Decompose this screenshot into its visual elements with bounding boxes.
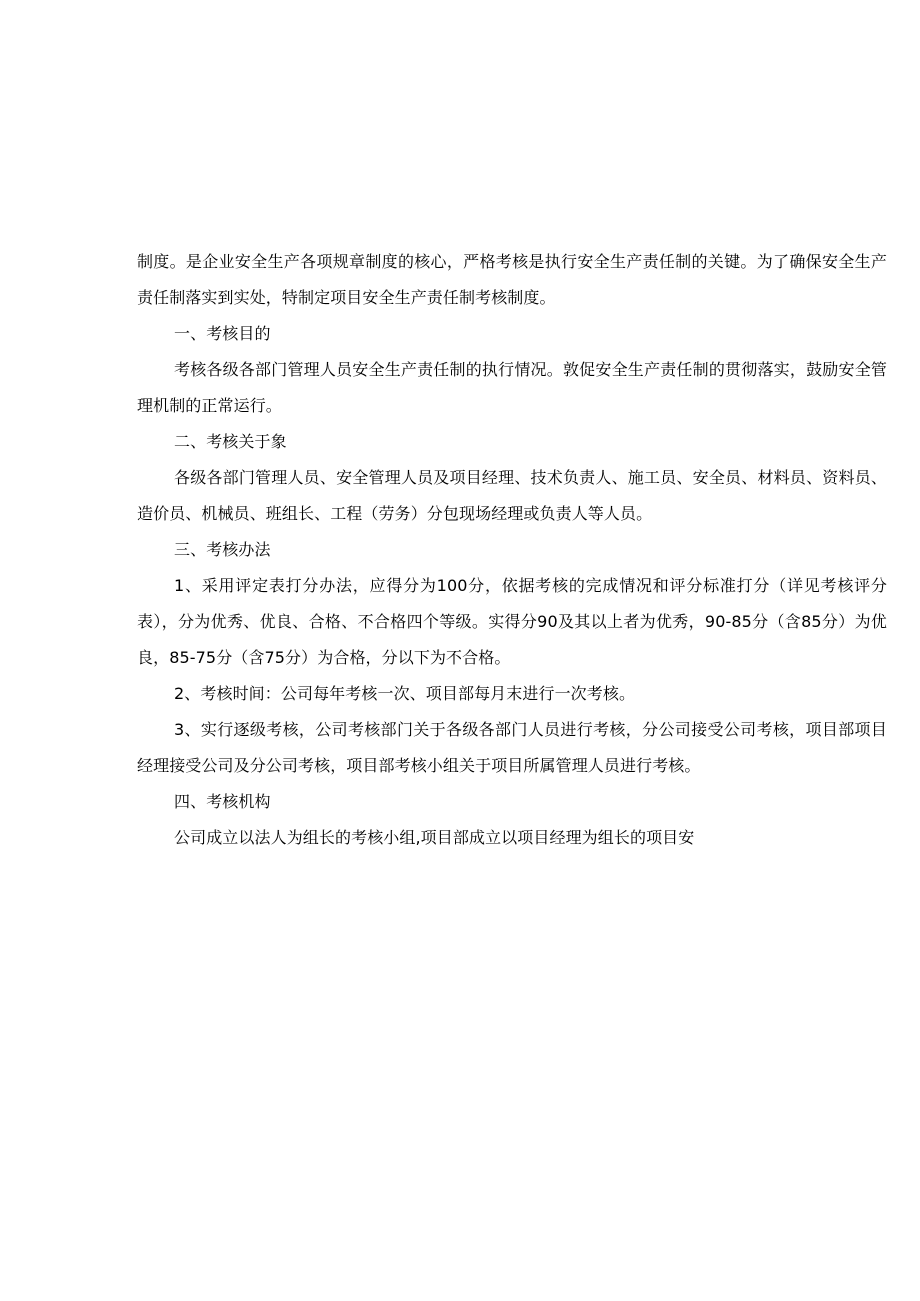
intro-paragraph: 制度。是企业安全生产各项规章制度的核心，严格考核是执行安全生产责任制的关键。为了确保安全生产责任制落实到实处，特制定项目安全生产责任制考核制度。 bbox=[137, 252, 887, 307]
method-item-2: 2、考核时间：公司每年考核一次、项目部每月末进行一次考核。 bbox=[174, 684, 636, 703]
section-heading-organization: 四、考核机构 bbox=[174, 792, 271, 811]
targets-paragraph: 各级各部门管理人员、安全管理人员及项目经理、技术负责人、施工员、安全员、材料员、资料员、造价员、机械员、班组长、工程（劳务）分包现场经理或负责人等人员。 bbox=[137, 468, 887, 523]
document-body bbox=[137, 244, 887, 856]
section-heading-purpose: 一、考核目的 bbox=[174, 324, 271, 343]
method-item-1: 1、采用评定表打分办法，应得分为100分，依据考核的完成情况和评分标准打分（详见考核评分表），分为优秀、优良、合格、不合格四个等级。实得分90及其以上者为优秀，90-85分（含85分）为优良，85-75分（含75分）为合格，分以下为不合格。 bbox=[137, 576, 887, 667]
section-heading-method: 三、考核办法 bbox=[174, 540, 271, 559]
purpose-paragraph: 考核各级各部门管理人员安全生产责任制的执行情况。敦促安全生产责任制的贯彻落实，鼓励安全管理机制的正常运行。 bbox=[137, 360, 887, 415]
method-item-3: 3、实行逐级考核，公司考核部门关于各级各部门人员进行考核，分公司接受公司考核，项目部项目经理接受公司及分公司考核，项目部考核小组关于项目所属管理人员进行考核。 bbox=[137, 720, 887, 775]
organization-paragraph: 公司成立以法人为组长的考核小组,项目部成立以项目经理为组长的项目安 bbox=[174, 828, 695, 847]
section-heading-targets: 二、考核关于象 bbox=[174, 432, 287, 451]
